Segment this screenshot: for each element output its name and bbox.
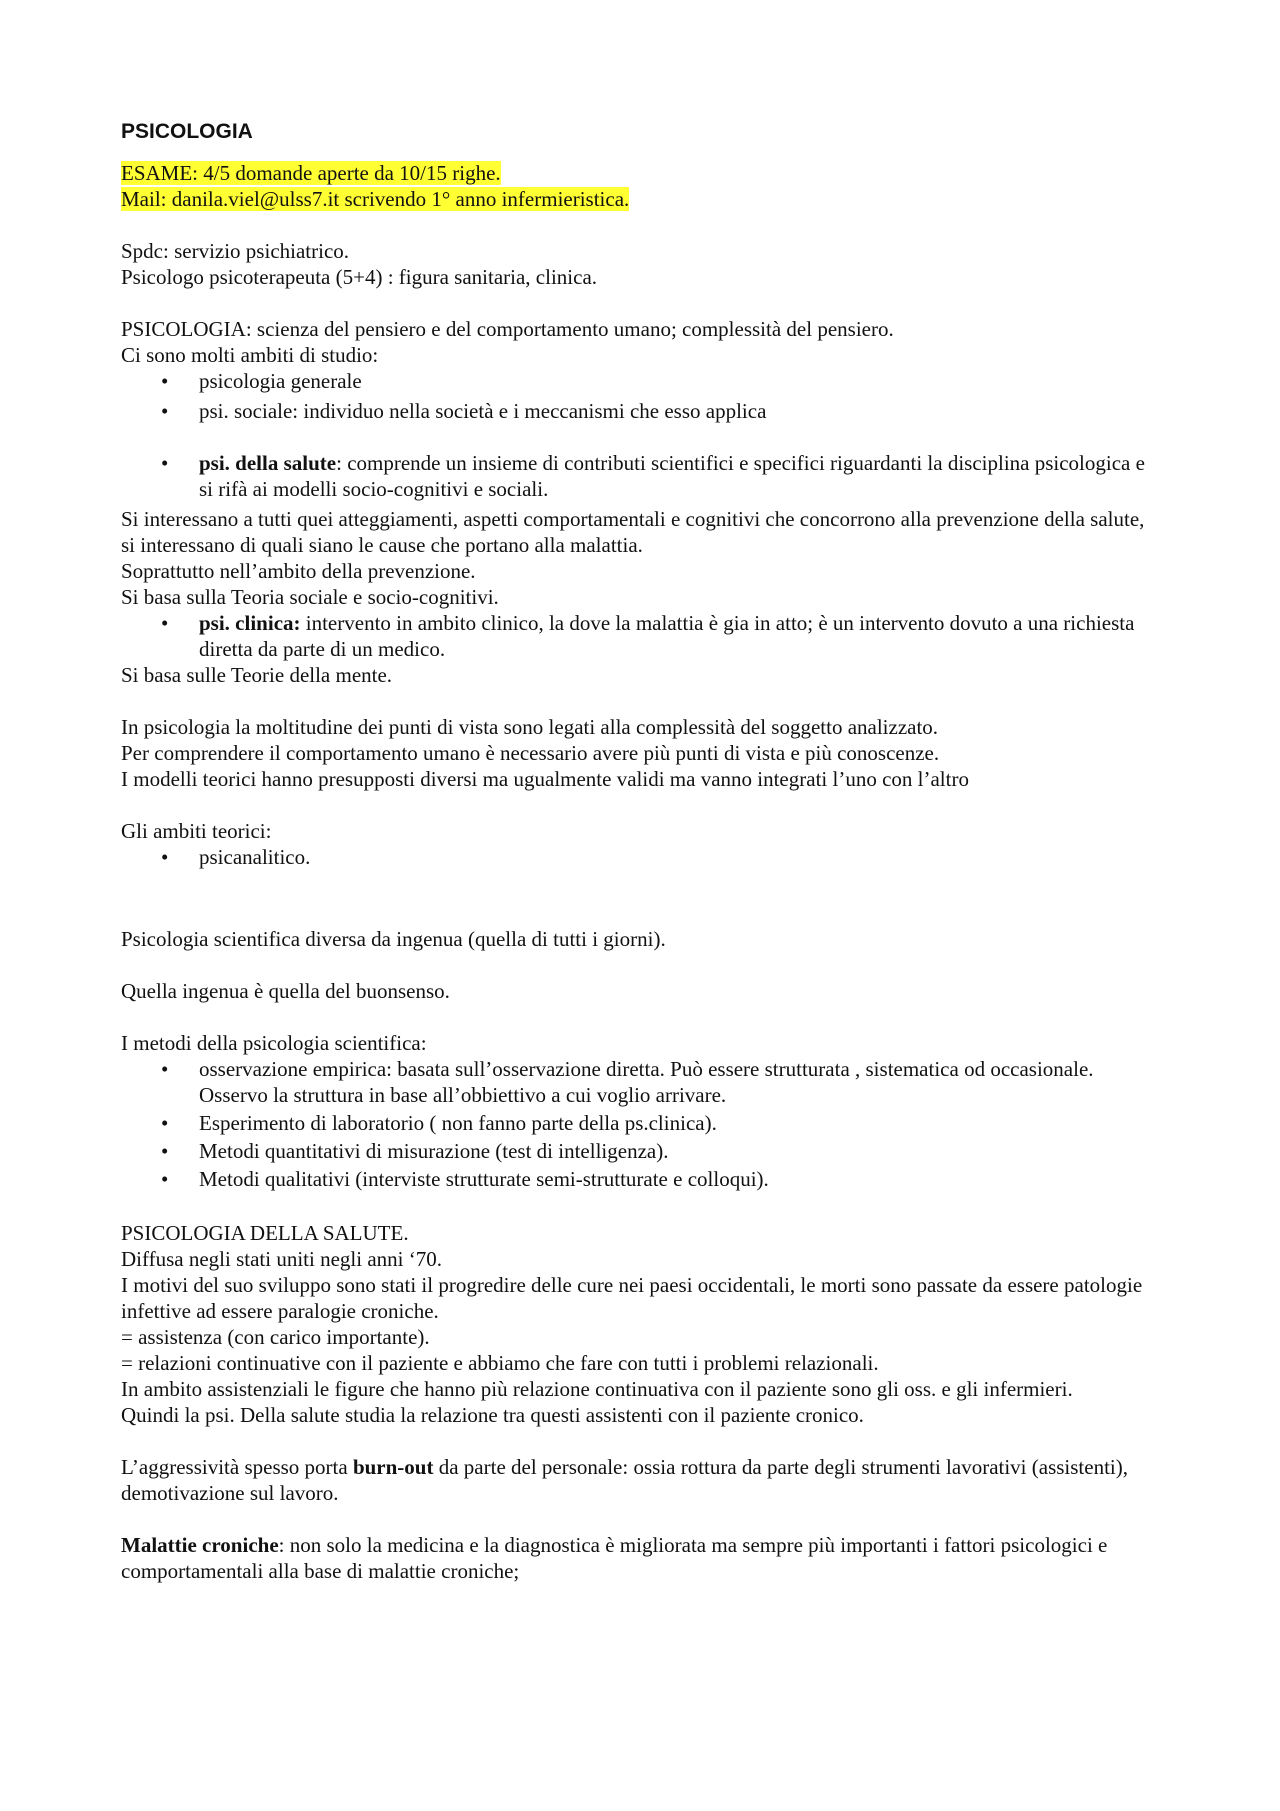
exam-mail-line: Mail: danila.viel@ulss7.it scrivendo 1° anno infermieristica.	[121, 187, 630, 211]
ambito-sociale: • psi. sociale: individuo nella società e i meccanismi che esso applica	[199, 398, 1161, 424]
salute-desc-3: Si basa sulla Teoria sociale e socio-cognitivi.	[121, 585, 499, 609]
document-title: PSICOLOGIA	[121, 120, 253, 143]
salute-line-5: In ambito assistenziali le figure che hanno più relazione continuativa con il paziente sono gli oss. e gli infermieri.	[121, 1377, 1073, 1401]
punti-vista-3: I modelli teorici hanno presupposti diversi ma ugualmente validi ma vanno integrati l’uno con l’altro	[121, 767, 969, 791]
ambiti-list-clinica	[121, 610, 1161, 662]
definition-line: PSICOLOGIA: scienza del pensiero e del comportamento umano; complessità del pensiero.	[121, 317, 894, 341]
burnout-paragraph	[121, 1454, 1161, 1506]
psicologo-line: Psicologo psicoterapeuta (5+4) : figura sanitaria, clinica.	[121, 265, 598, 289]
ambito-clinica-text: intervento in ambito clinico, la dove la malattia è gia in atto; è un intervento dovuto a una richiesta diretta da parte di un medico.	[199, 611, 1135, 661]
metodi-heading: I metodi della psicologia scientifica:	[121, 1031, 427, 1055]
spdc-line: Spdc: servizio psichiatrico.	[121, 239, 350, 263]
salute-line-3: = assistenza (con carico importante).	[121, 1325, 430, 1349]
exam-format-line: ESAME: 4/5 domande aperte da 10/15 righe.	[121, 161, 501, 185]
salute-desc-2: Soprattutto nell’ambito della prevenzione.	[121, 559, 476, 583]
punti-vista-2: Per comprendere il comportamento umano è necessario avere più punti di vista e più conoscenze.	[121, 741, 940, 765]
burnout-after: da parte del personale: ossia rottura da parte degli strumenti lavorativi (assistenti), demotivazione sul lavoro.	[121, 1455, 1128, 1505]
ambiti-list	[121, 368, 1161, 424]
salute-line-6: Quindi la psi. Della salute studia la relazione tra questi assistenti con il paziente cronico.	[121, 1403, 864, 1427]
teorici-list	[121, 844, 1161, 870]
metodo-item: • Metodi qualitativi (interviste strutturate semi-strutturate e colloqui).	[199, 1166, 1161, 1192]
salute-line-1: Diffusa negli stati uniti negli anni ‘70.	[121, 1247, 442, 1271]
ambito-salute	[199, 450, 1161, 502]
scientifica-line: Psicologia scientifica diversa da ingenua (quella di tutti i giorni).	[121, 927, 666, 951]
teorici-item: • psicanalitico.	[199, 844, 1161, 870]
teorici-heading: Gli ambiti teorici:	[121, 819, 272, 843]
ambito-clinica-label: psi. clinica:	[199, 611, 301, 635]
ingenua-line: Quella ingenua è quella del buonsenso.	[121, 979, 450, 1003]
punti-vista-1: In psicologia la moltitudine dei punti di vista sono legati alla complessità del soggetto analizzato.	[121, 715, 939, 739]
ambito-salute-text: : comprende un insieme di contributi scientifici e specifici riguardanti la disciplina psicologica e si rifà ai modelli socio-cognitivi e sociali.	[199, 451, 1145, 501]
salute-desc-1: Si interessano a tutti quei atteggiamenti, aspetti comportamentali e cognitivi che concorrono alla prevenzione della salute, si interessano di quali siano le cause che portano alla malattia.	[121, 507, 1145, 557]
metodo-item: • Metodi quantitativi di misurazione (test di intelligenza).	[199, 1138, 1161, 1164]
croniche-after: : non solo la medicina e la diagnostica è migliorata ma sempre più importanti i fattori psicologici e comportamentali alla base di malattie croniche;	[121, 1533, 1108, 1583]
salute-line-2: I motivi del suo sviluppo sono stati il progredire delle cure nei paesi occidentali, le morti sono passate da essere patologie infettive ad essere paralogie croniche.	[121, 1273, 1143, 1323]
burnout-before: L’aggressività spesso porta	[121, 1455, 353, 1479]
croniche-term: Malattie croniche	[121, 1533, 279, 1557]
metodo-item: • osservazione empirica: basata sull’osservazione diretta. Può essere strutturata , sistematica od occasionale. Osservo la struttura in base all’obbiettivo a cui voglio arrivare.	[199, 1056, 1161, 1108]
salute-line-4: = relazioni continuative con il paziente e abbiamo che fare con tutti i problemi relazionali.	[121, 1351, 879, 1375]
ambiti-intro: Ci sono molti ambiti di studio:	[121, 343, 379, 367]
metodi-list	[121, 1056, 1161, 1192]
clinica-desc: Si basa sulle Teorie della mente.	[121, 663, 393, 687]
burnout-term: burn-out	[352, 1455, 434, 1479]
ambito-generale: • psicologia generale	[199, 368, 1161, 394]
salute-heading: PSICOLOGIA DELLA SALUTE.	[121, 1221, 409, 1245]
exam-info	[121, 160, 1161, 212]
document-page	[121, 118, 1161, 1584]
croniche-paragraph	[121, 1532, 1161, 1584]
ambito-salute-label: psi. della salute	[199, 451, 337, 475]
ambiti-list-salute	[121, 450, 1161, 502]
metodo-item: • Esperimento di laboratorio ( non fanno parte della ps.clinica).	[199, 1110, 1161, 1136]
ambito-clinica	[199, 610, 1161, 662]
